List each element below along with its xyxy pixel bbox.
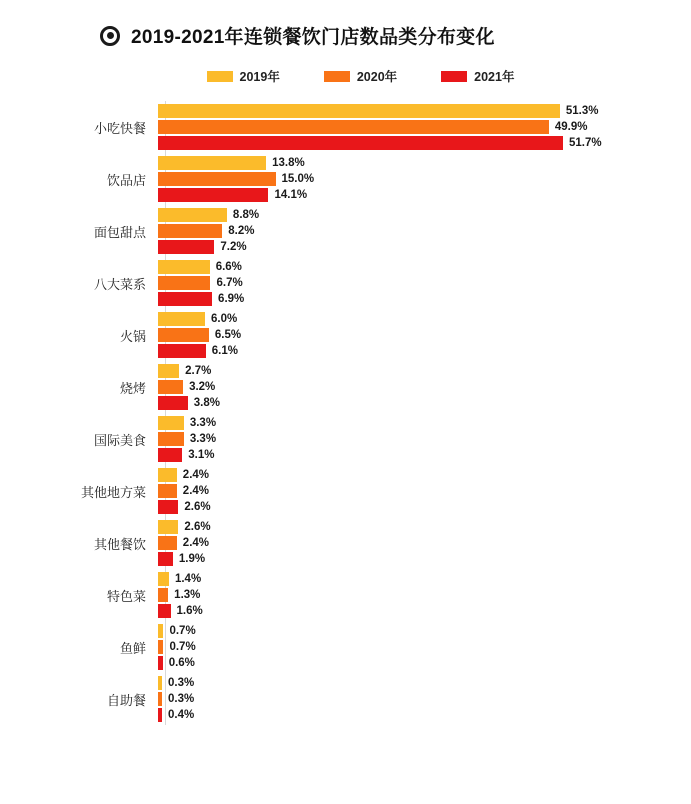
plot-area: [0, 101, 691, 725]
bar-line: [158, 240, 691, 254]
bar-value-label: 1.3%: [174, 589, 201, 601]
bar-row: [0, 257, 691, 309]
bar-line: [158, 156, 691, 170]
bar-value-label: 51.3%: [565, 105, 599, 117]
bar-value-label: 6.1%: [211, 345, 238, 357]
bar-line: [158, 588, 691, 602]
bar-line: [158, 396, 691, 410]
legend-label-2020: 2020年: [356, 70, 398, 84]
bar-group: [157, 468, 691, 514]
bar-rows: [0, 101, 691, 725]
bar-group: [157, 676, 691, 722]
bar-value-label: 3.3%: [189, 433, 217, 445]
bar-2021年[interactable]: [158, 552, 173, 566]
bar-2021年[interactable]: [158, 656, 163, 670]
bar-2019年[interactable]: [158, 104, 560, 118]
bar-2021年[interactable]: [158, 188, 268, 202]
bar-2021年[interactable]: [158, 136, 563, 150]
chart-title-row: [0, 0, 691, 49]
bar-2021年[interactable]: [158, 604, 171, 618]
bar-2020年[interactable]: [158, 536, 177, 550]
legend-item[interactable]: [441, 67, 514, 85]
bar-group: [157, 208, 691, 254]
bar-value-label: 0.3%: [168, 693, 195, 705]
bar-2020年[interactable]: [158, 172, 276, 186]
bar-value-label: 7.2%: [220, 241, 247, 253]
bar-group: [157, 520, 691, 566]
bar-row: [0, 621, 691, 673]
bar-2020年[interactable]: [158, 120, 549, 134]
category-label: 饮品店: [106, 172, 146, 188]
bar-2020年[interactable]: [158, 380, 183, 394]
bar-group: [157, 572, 691, 618]
bar-2020年[interactable]: [158, 588, 168, 602]
bar-line: [158, 624, 691, 638]
bar-line: [158, 104, 691, 118]
bar-value-label: 6.7%: [216, 277, 243, 289]
bar-row: [0, 153, 691, 205]
category-label: 鱼鲜: [119, 640, 146, 656]
bar-row: [0, 413, 691, 465]
bar-row: [0, 569, 691, 621]
category-label: 其他餐饮: [93, 536, 146, 552]
bar-line: [158, 136, 691, 150]
bar-line: [158, 500, 691, 514]
category-label: 国际美食: [93, 432, 146, 448]
bar-row: [0, 309, 691, 361]
bar-2019年[interactable]: [158, 364, 179, 378]
bar-line: [158, 552, 691, 566]
bar-2019年[interactable]: [158, 416, 184, 430]
bar-value-label: 2.7%: [185, 365, 212, 377]
bar-line: [158, 416, 691, 430]
bar-line: [158, 328, 691, 342]
bar-value-label: 3.1%: [188, 449, 215, 461]
bar-line: [158, 208, 691, 222]
bar-group: [157, 104, 691, 150]
bar-line: [158, 572, 691, 586]
bar-row: [0, 673, 691, 725]
category-label: 小吃快餐: [93, 120, 146, 136]
legend-swatch-2021: [441, 71, 467, 82]
bar-value-label: 2.6%: [184, 521, 211, 533]
bar-value-label: 6.5%: [214, 329, 242, 341]
bar-line: [158, 656, 691, 670]
bar-2021年[interactable]: [158, 448, 182, 462]
bar-line: [158, 692, 691, 706]
bar-value-label: 2.4%: [182, 537, 210, 549]
category-label: 面包甜点: [93, 224, 146, 240]
bar-line: [158, 224, 691, 238]
bar-2019年[interactable]: [158, 624, 163, 638]
bar-line: [158, 604, 691, 618]
category-label: 烧烤: [119, 380, 146, 396]
bar-value-label: 49.9%: [554, 121, 588, 133]
bar-2019年[interactable]: [158, 520, 178, 534]
bar-2021年[interactable]: [158, 344, 206, 358]
bar-line: [158, 536, 691, 550]
bar-value-label: 1.4%: [174, 573, 202, 585]
bar-value-label: 1.9%: [178, 553, 206, 565]
bar-value-label: 0.4%: [168, 709, 195, 721]
bar-line: [158, 708, 691, 722]
bar-value-label: 1.6%: [176, 605, 203, 617]
bar-value-label: 6.6%: [215, 261, 242, 273]
legend-item[interactable]: [324, 67, 397, 85]
legend-swatch-2019: [207, 71, 233, 82]
bar-value-label: 8.2%: [228, 225, 255, 237]
bar-value-label: 3.3%: [189, 417, 217, 429]
bar-2020年[interactable]: [158, 224, 222, 238]
bar-line: [158, 484, 691, 498]
bar-value-label: 3.8%: [193, 397, 220, 409]
bar-row: [0, 361, 691, 413]
bar-value-label: 8.8%: [232, 209, 260, 221]
bar-group: [157, 624, 691, 670]
bar-2020年[interactable]: [158, 692, 162, 706]
bar-2020年[interactable]: [158, 484, 177, 498]
bar-2020年[interactable]: [158, 640, 163, 654]
bar-value-label: 0.7%: [169, 625, 196, 637]
bar-line: [158, 276, 691, 290]
bar-value-label: 6.0%: [211, 313, 238, 325]
bar-line: [158, 448, 691, 462]
category-label: 自助餐: [106, 692, 146, 708]
bar-line: [158, 468, 691, 482]
bar-value-label: 2.6%: [184, 501, 211, 513]
bar-line: [158, 380, 691, 394]
category-label: 八大菜系: [93, 276, 146, 292]
legend-item[interactable]: [207, 67, 280, 85]
category-label: 特色菜: [106, 588, 146, 604]
bar-line: [158, 676, 691, 690]
bar-row: [0, 205, 691, 257]
bar-line: [158, 312, 691, 326]
bar-value-label: 14.1%: [274, 189, 308, 201]
bar-group: [157, 364, 691, 410]
bar-group: [157, 260, 691, 306]
bar-2019年[interactable]: [158, 260, 210, 274]
bar-group: [157, 156, 691, 202]
bar-value-label: 51.7%: [569, 137, 602, 149]
bar-line: [158, 520, 691, 534]
bar-row: [0, 465, 691, 517]
bar-2021年[interactable]: [158, 708, 162, 722]
legend-label-2021: 2021年: [474, 70, 515, 84]
bar-2019年[interactable]: [158, 468, 177, 482]
bar-2019年[interactable]: [158, 676, 162, 690]
bullet-icon: [100, 26, 120, 46]
bar-line: [158, 172, 691, 186]
bar-line: [158, 432, 691, 446]
bar-2020年[interactable]: [158, 328, 209, 342]
bar-2019年[interactable]: [158, 156, 266, 170]
bar-2021年[interactable]: [158, 240, 214, 254]
bar-row: [0, 101, 691, 153]
bar-value-label: 13.8%: [272, 157, 305, 169]
legend-label-2019: 2019年: [239, 70, 280, 84]
bar-value-label: 0.6%: [168, 657, 195, 669]
bar-value-label: 2.4%: [182, 485, 210, 497]
bar-line: [158, 640, 691, 654]
bar-2021年[interactable]: [158, 396, 188, 410]
bar-value-label: 3.2%: [189, 381, 216, 393]
chart-legend: [0, 67, 691, 85]
bar-line: [158, 292, 691, 306]
bar-2019年[interactable]: [158, 208, 227, 222]
chart-title: 2019-2021年连锁餐饮门店数品类分布变化: [131, 27, 495, 48]
bar-2019年[interactable]: [158, 312, 205, 326]
bar-value-label: 0.3%: [168, 677, 195, 689]
bar-2021年[interactable]: [158, 292, 212, 306]
bar-value-label: 2.4%: [182, 469, 210, 481]
bar-group: [157, 416, 691, 462]
bar-row: [0, 517, 691, 569]
category-label: 其他地方菜: [80, 484, 146, 500]
legend-swatch-2020: [324, 71, 350, 82]
bar-group: [157, 312, 691, 358]
bar-line: [158, 364, 691, 378]
bar-2019年[interactable]: [158, 572, 169, 586]
bar-line: [158, 188, 691, 202]
bar-line: [158, 260, 691, 274]
bar-value-label: 6.9%: [218, 293, 245, 305]
bar-line: [158, 344, 691, 358]
bar-2021年[interactable]: [158, 500, 178, 514]
bar-line: [158, 120, 691, 134]
bar-value-label: 15.0%: [281, 173, 315, 185]
bar-2020年[interactable]: [158, 276, 210, 290]
category-label: 火锅: [119, 328, 146, 344]
bar-2020年[interactable]: [158, 432, 184, 446]
bar-value-label: 0.7%: [169, 641, 196, 653]
